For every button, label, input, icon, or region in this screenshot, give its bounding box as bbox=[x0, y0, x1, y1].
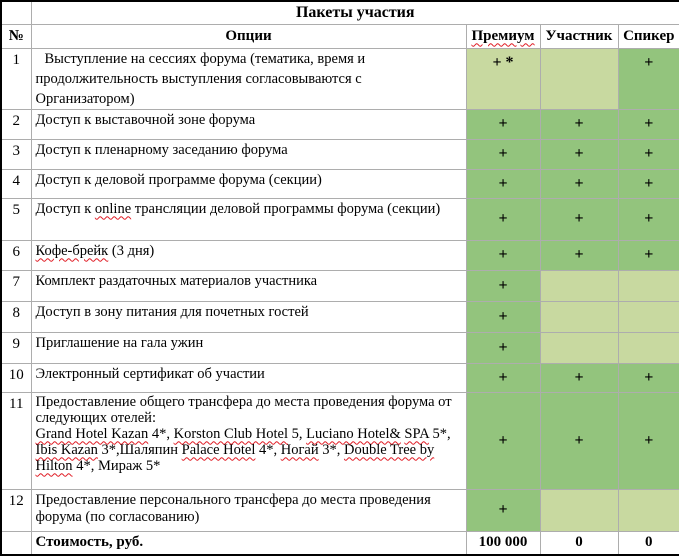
spiker-cell: + bbox=[618, 169, 679, 198]
col-header-premium bbox=[466, 24, 540, 48]
option-text bbox=[31, 240, 466, 270]
row-number: 3 bbox=[1, 139, 31, 169]
option-text bbox=[31, 48, 466, 109]
premium-cell: + bbox=[466, 270, 540, 301]
cost-row bbox=[1, 531, 679, 555]
option-text bbox=[31, 301, 466, 332]
text-segment: Предоставление персонального трансфера до места проведения форума (по согласованию) bbox=[35, 491, 431, 525]
row-number: 1 bbox=[1, 48, 31, 109]
premium-cell: + bbox=[466, 109, 540, 139]
row-number: 5 bbox=[1, 198, 31, 240]
misspelled-text: SPA bbox=[404, 425, 429, 442]
table-row bbox=[1, 301, 679, 332]
premium-cell: + bbox=[466, 139, 540, 169]
table-row bbox=[1, 489, 679, 531]
text-segment: 5, bbox=[288, 425, 307, 442]
cost-uchastnik: 0 bbox=[540, 531, 618, 555]
row-number: 12 bbox=[1, 489, 31, 531]
uchastnik-cell bbox=[540, 489, 618, 531]
table-row bbox=[1, 332, 679, 363]
text-segment: Участник bbox=[545, 27, 613, 44]
cost-label: Стоимость, руб. bbox=[31, 531, 466, 555]
uchastnik-cell bbox=[540, 301, 618, 332]
text-segment: Электронный сертификат об участии bbox=[35, 365, 265, 382]
premium-cell: + bbox=[466, 392, 540, 489]
text-segment: 3*, bbox=[318, 441, 344, 458]
col-header-num: № bbox=[1, 24, 31, 48]
spiker-cell: + bbox=[618, 198, 679, 240]
table-row bbox=[1, 139, 679, 169]
misspelled-text: Korston Club Hotel bbox=[173, 425, 288, 442]
uchastnik-cell bbox=[540, 48, 618, 109]
spiker-cell bbox=[618, 301, 679, 332]
col-header-spiker bbox=[618, 24, 679, 48]
premium-cell: + bbox=[466, 332, 540, 363]
row-number: 2 bbox=[1, 109, 31, 139]
premium-cell: + bbox=[466, 198, 540, 240]
spiker-cell: + bbox=[618, 48, 679, 109]
row-number: 11 bbox=[1, 392, 31, 489]
text-segment: Доступ к деловой программе форума (секции) bbox=[35, 171, 322, 188]
text-segment: Предоставление общего трансфера до места проведения форума от следующих отелей: bbox=[35, 393, 452, 426]
option-text bbox=[31, 109, 466, 139]
text-segment: 4*, bbox=[148, 425, 174, 442]
spiker-cell: + bbox=[618, 392, 679, 489]
text-segment: 3*,Шаляпин bbox=[97, 441, 182, 458]
spiker-cell: + bbox=[618, 363, 679, 392]
uchastnik-cell: + bbox=[540, 392, 618, 489]
option-text bbox=[31, 332, 466, 363]
text-segment: Выступление на сессиях форума (тематика, время и продолжительность выступления согласовываются с Организатором) bbox=[35, 50, 366, 107]
table-row bbox=[1, 48, 679, 109]
option-text bbox=[31, 363, 466, 392]
uchastnik-cell: + bbox=[540, 109, 618, 139]
row-number: 8 bbox=[1, 301, 31, 332]
table-title: Пакеты участия bbox=[31, 1, 679, 24]
spiker-cell: + bbox=[618, 240, 679, 270]
row-number: 4 bbox=[1, 169, 31, 198]
text-segment: Приглашение на гала ужин bbox=[35, 334, 204, 351]
uchastnik-cell: + bbox=[540, 169, 618, 198]
misspelled-text: online bbox=[94, 200, 132, 217]
text-segment: Доступ к bbox=[35, 200, 95, 217]
table-row bbox=[1, 363, 679, 392]
row-number bbox=[1, 531, 31, 555]
spiker-cell: + bbox=[618, 139, 679, 169]
text-segment: Доступ к пленарному заседанию форума bbox=[35, 141, 288, 158]
table-row bbox=[1, 240, 679, 270]
uchastnik-cell bbox=[540, 332, 618, 363]
text-segment: (3 дня) bbox=[108, 242, 155, 259]
row-number: 7 bbox=[1, 270, 31, 301]
premium-cell: + * bbox=[466, 48, 540, 109]
premium-cell: + bbox=[466, 301, 540, 332]
misspelled-text: Double Tree by Hilton bbox=[35, 441, 435, 474]
cost-premium: 100 000 bbox=[466, 531, 540, 555]
misspelled-text: Grand Hotel Kazan bbox=[35, 425, 149, 442]
option-text bbox=[31, 198, 466, 240]
row-number: 6 bbox=[1, 240, 31, 270]
uchastnik-cell: + bbox=[540, 198, 618, 240]
row-number: 9 bbox=[1, 332, 31, 363]
spiker-cell bbox=[618, 489, 679, 531]
col-header-options: Опции bbox=[31, 24, 466, 48]
uchastnik-cell: + bbox=[540, 139, 618, 169]
table-row bbox=[1, 392, 679, 489]
text-segment: 4*, Мираж 5* bbox=[72, 457, 161, 474]
text-segment: Доступ к выставочной зоне форума bbox=[35, 111, 256, 128]
cost-spiker: 0 bbox=[618, 531, 679, 555]
col-header-uchastnik bbox=[540, 24, 618, 48]
text-segment: 4*, bbox=[255, 441, 281, 458]
text-segment: 5*, bbox=[428, 425, 451, 442]
uchastnik-cell bbox=[540, 270, 618, 301]
uchastnik-cell: + bbox=[540, 363, 618, 392]
row-number: 10 bbox=[1, 363, 31, 392]
misspelled-text: Премиум bbox=[471, 27, 535, 44]
corner-cell bbox=[1, 1, 31, 24]
premium-cell: + bbox=[466, 363, 540, 392]
premium-cell: + bbox=[466, 489, 540, 531]
option-text bbox=[31, 392, 466, 489]
spiker-cell: + bbox=[618, 109, 679, 139]
misspelled-text: Luciano Hotel& bbox=[306, 425, 401, 442]
text-segment: трансляции деловой программы форума (секции) bbox=[131, 200, 441, 217]
option-text bbox=[31, 169, 466, 198]
text-segment: Доступ в зону питания для почетных гостей bbox=[35, 303, 309, 320]
text-segment: Комплект раздаточных материалов участника bbox=[35, 272, 318, 289]
misspelled-text: Ibis Kazan bbox=[35, 441, 98, 458]
option-text bbox=[31, 270, 466, 301]
table-row bbox=[1, 109, 679, 139]
spiker-cell bbox=[618, 332, 679, 363]
premium-cell: + bbox=[466, 240, 540, 270]
option-text bbox=[31, 489, 466, 531]
text-segment: Спикер bbox=[623, 27, 675, 44]
uchastnik-cell: + bbox=[540, 240, 618, 270]
premium-cell: + bbox=[466, 169, 540, 198]
misspelled-text: Ногай bbox=[280, 441, 319, 458]
table-row bbox=[1, 169, 679, 198]
spiker-cell bbox=[618, 270, 679, 301]
option-text bbox=[31, 139, 466, 169]
table-row bbox=[1, 198, 679, 240]
table-row bbox=[1, 270, 679, 301]
misspelled-text: Кофе-брейк bbox=[35, 242, 109, 259]
misspelled-text: Palace Hotel bbox=[181, 441, 256, 458]
